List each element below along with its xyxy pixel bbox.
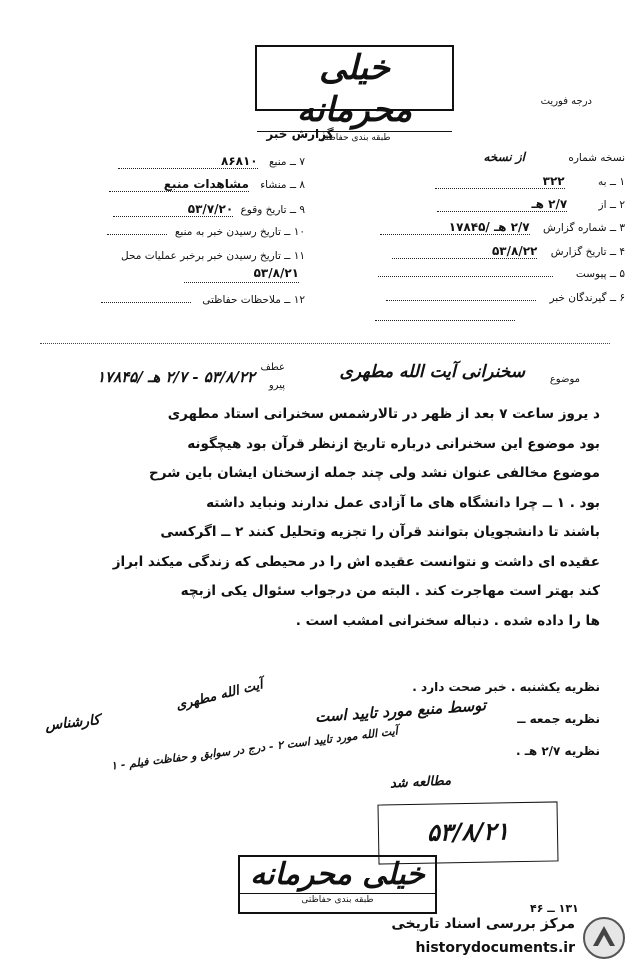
field-label: نسخه شماره xyxy=(568,152,625,164)
field-row xyxy=(75,226,305,238)
field-row xyxy=(75,177,305,192)
field-value xyxy=(107,234,167,235)
opinion-line: نظریه جمعه ــ xyxy=(517,712,600,726)
atf-label: عطف xyxy=(260,362,285,373)
field-label: ۱۲ ــ ملاحظات حفاظتی xyxy=(202,294,305,306)
body-line: موضوع مخالفی عنوان نشد ولی چند جمله ازسخنان ایشان باین شرح xyxy=(148,465,600,481)
field-value: ۸۶۸۱۰ xyxy=(118,154,258,169)
field-row xyxy=(75,202,305,217)
handwritten-note: توسط منبع مورد تایید است xyxy=(314,696,487,726)
field-label: ۴ ــ تاریخ گزارش xyxy=(550,246,625,258)
handwritten-note: آیت الله مطهری xyxy=(174,677,265,714)
field-row xyxy=(340,292,625,304)
field-row xyxy=(340,268,625,280)
handwritten-note: ۱ - آیت الله مورد تایید است ۲ - درج در سوابق و حفاظت فیلم xyxy=(110,724,399,773)
field-label: ۸ ــ منشاء xyxy=(260,179,305,191)
field-row xyxy=(340,220,625,235)
field-value: ۵۳/۸/۲۲ xyxy=(392,244,537,259)
field-value xyxy=(101,302,191,303)
atf-value: ۵۳/۸/۲۲ - ۲/۷ هـ /۱۷۸۴۵ xyxy=(96,368,255,386)
report-title: گزارش خبر xyxy=(266,127,334,141)
footer-org: مرکز بررسی اسناد تاریخی xyxy=(391,916,575,932)
field-label: ۹ ــ تاریخ وقوع xyxy=(240,204,305,216)
field-row xyxy=(340,150,625,164)
report-body xyxy=(70,400,600,636)
field-row xyxy=(340,197,625,212)
opinion-line: نظریه یکشنبه . خبر صحت دارد . xyxy=(412,680,600,694)
field-value: ۳۲۲ xyxy=(435,174,565,189)
footer-watermark xyxy=(350,912,630,967)
subject-row xyxy=(35,358,580,398)
body-line: د یروز ساعت ۷ بعد از ظهر در تالارشمس سخنرانی استاد مطهری xyxy=(167,406,600,422)
body-line: بود . ۱ ــ چرا دانشگاه های ما آزادی عمل ندارند ونباید داشته xyxy=(206,494,600,511)
field-label: ۵ ــ پیوست xyxy=(575,268,625,280)
header-divider xyxy=(40,343,610,344)
bottom-classification-stamp xyxy=(238,855,437,914)
stamp-title: خیلی محرمانه xyxy=(250,857,425,892)
field-value xyxy=(386,300,536,301)
field-label: ۲ ــ از xyxy=(598,199,625,211)
subject-value: سخنرانی آیت الله مطهری xyxy=(339,362,525,382)
field-label: ۱۱ ــ تاریخ رسیدن خبر برخبر عملیات محل xyxy=(121,250,305,262)
archive-logo-icon xyxy=(582,916,626,960)
field-value: مشاهدات منبع xyxy=(109,177,249,192)
footer-site: historydocuments.ir xyxy=(415,940,575,956)
subject-label: موضوع xyxy=(549,374,580,385)
field-label: ۳ ــ شماره گزارش xyxy=(542,222,625,234)
body-line: ها را داده شده . دنباله سخنرانی امشب است . xyxy=(295,612,600,629)
handwritten-note: مطالعه شد xyxy=(389,773,452,792)
field-value: ۲/۷ هـ /۱۷۸۴۵ xyxy=(380,220,530,235)
field-label: ۷ ــ منبع xyxy=(268,156,305,168)
field-label: ۶ ــ گیرندگان خبر xyxy=(549,292,625,304)
urgency-label: درجه فوریت xyxy=(540,96,592,107)
peyro-label: پیرو xyxy=(268,380,285,391)
field-row xyxy=(340,244,625,259)
field-label: ۱۰ ــ تاریخ رسیدن خبر به منبع xyxy=(174,226,305,238)
date-stamp-value: ۵۳/۸/۲۱ xyxy=(426,816,510,847)
field-row xyxy=(75,294,305,306)
field-row xyxy=(75,248,305,283)
body-line: عقیده ای داشت و نتوانست عقیده اش را در محیطی که زندگی میکند ابراز xyxy=(112,553,600,570)
field-value xyxy=(378,276,553,277)
handwritten-note: کارشناس xyxy=(44,712,101,734)
page-number: ۱۳۱ ــ ۴۶ xyxy=(530,902,579,915)
field-value: از نسخه xyxy=(483,150,525,164)
field-row xyxy=(340,174,625,189)
recipients-extra-line xyxy=(375,320,515,321)
field-value: ۵۳/۷/۲۰ xyxy=(113,202,233,217)
stamp-subtitle: طبقه بندی حفاظتی xyxy=(240,893,435,905)
field-value: ۵۳/۸/۲۱ xyxy=(184,265,299,283)
opinion-line: نظریه ۲/۷ هـ . xyxy=(516,744,600,758)
body-line: کند بهتر است مهاجرت کند . البته من درجواب سئوال یکی ازبچه xyxy=(180,583,600,599)
stamp-title: خیلی محرمانه xyxy=(296,48,413,130)
stamp-subtitle: طبقه بندی حفاظتی xyxy=(257,131,452,143)
field-row xyxy=(75,154,305,169)
field-value: ۲/۷ هـ xyxy=(437,197,567,212)
field-label: ۱ ــ به xyxy=(597,176,625,188)
body-line: باشند تا دانشجویان بتوانند قرآن را تجزیه وتحلیل کنند ۲ ــ اگرکسی xyxy=(160,524,600,540)
body-line: بود موضوع این سخنرانی درباره تاریخ ازنظر قرآن بود هیچگونه xyxy=(187,435,600,452)
